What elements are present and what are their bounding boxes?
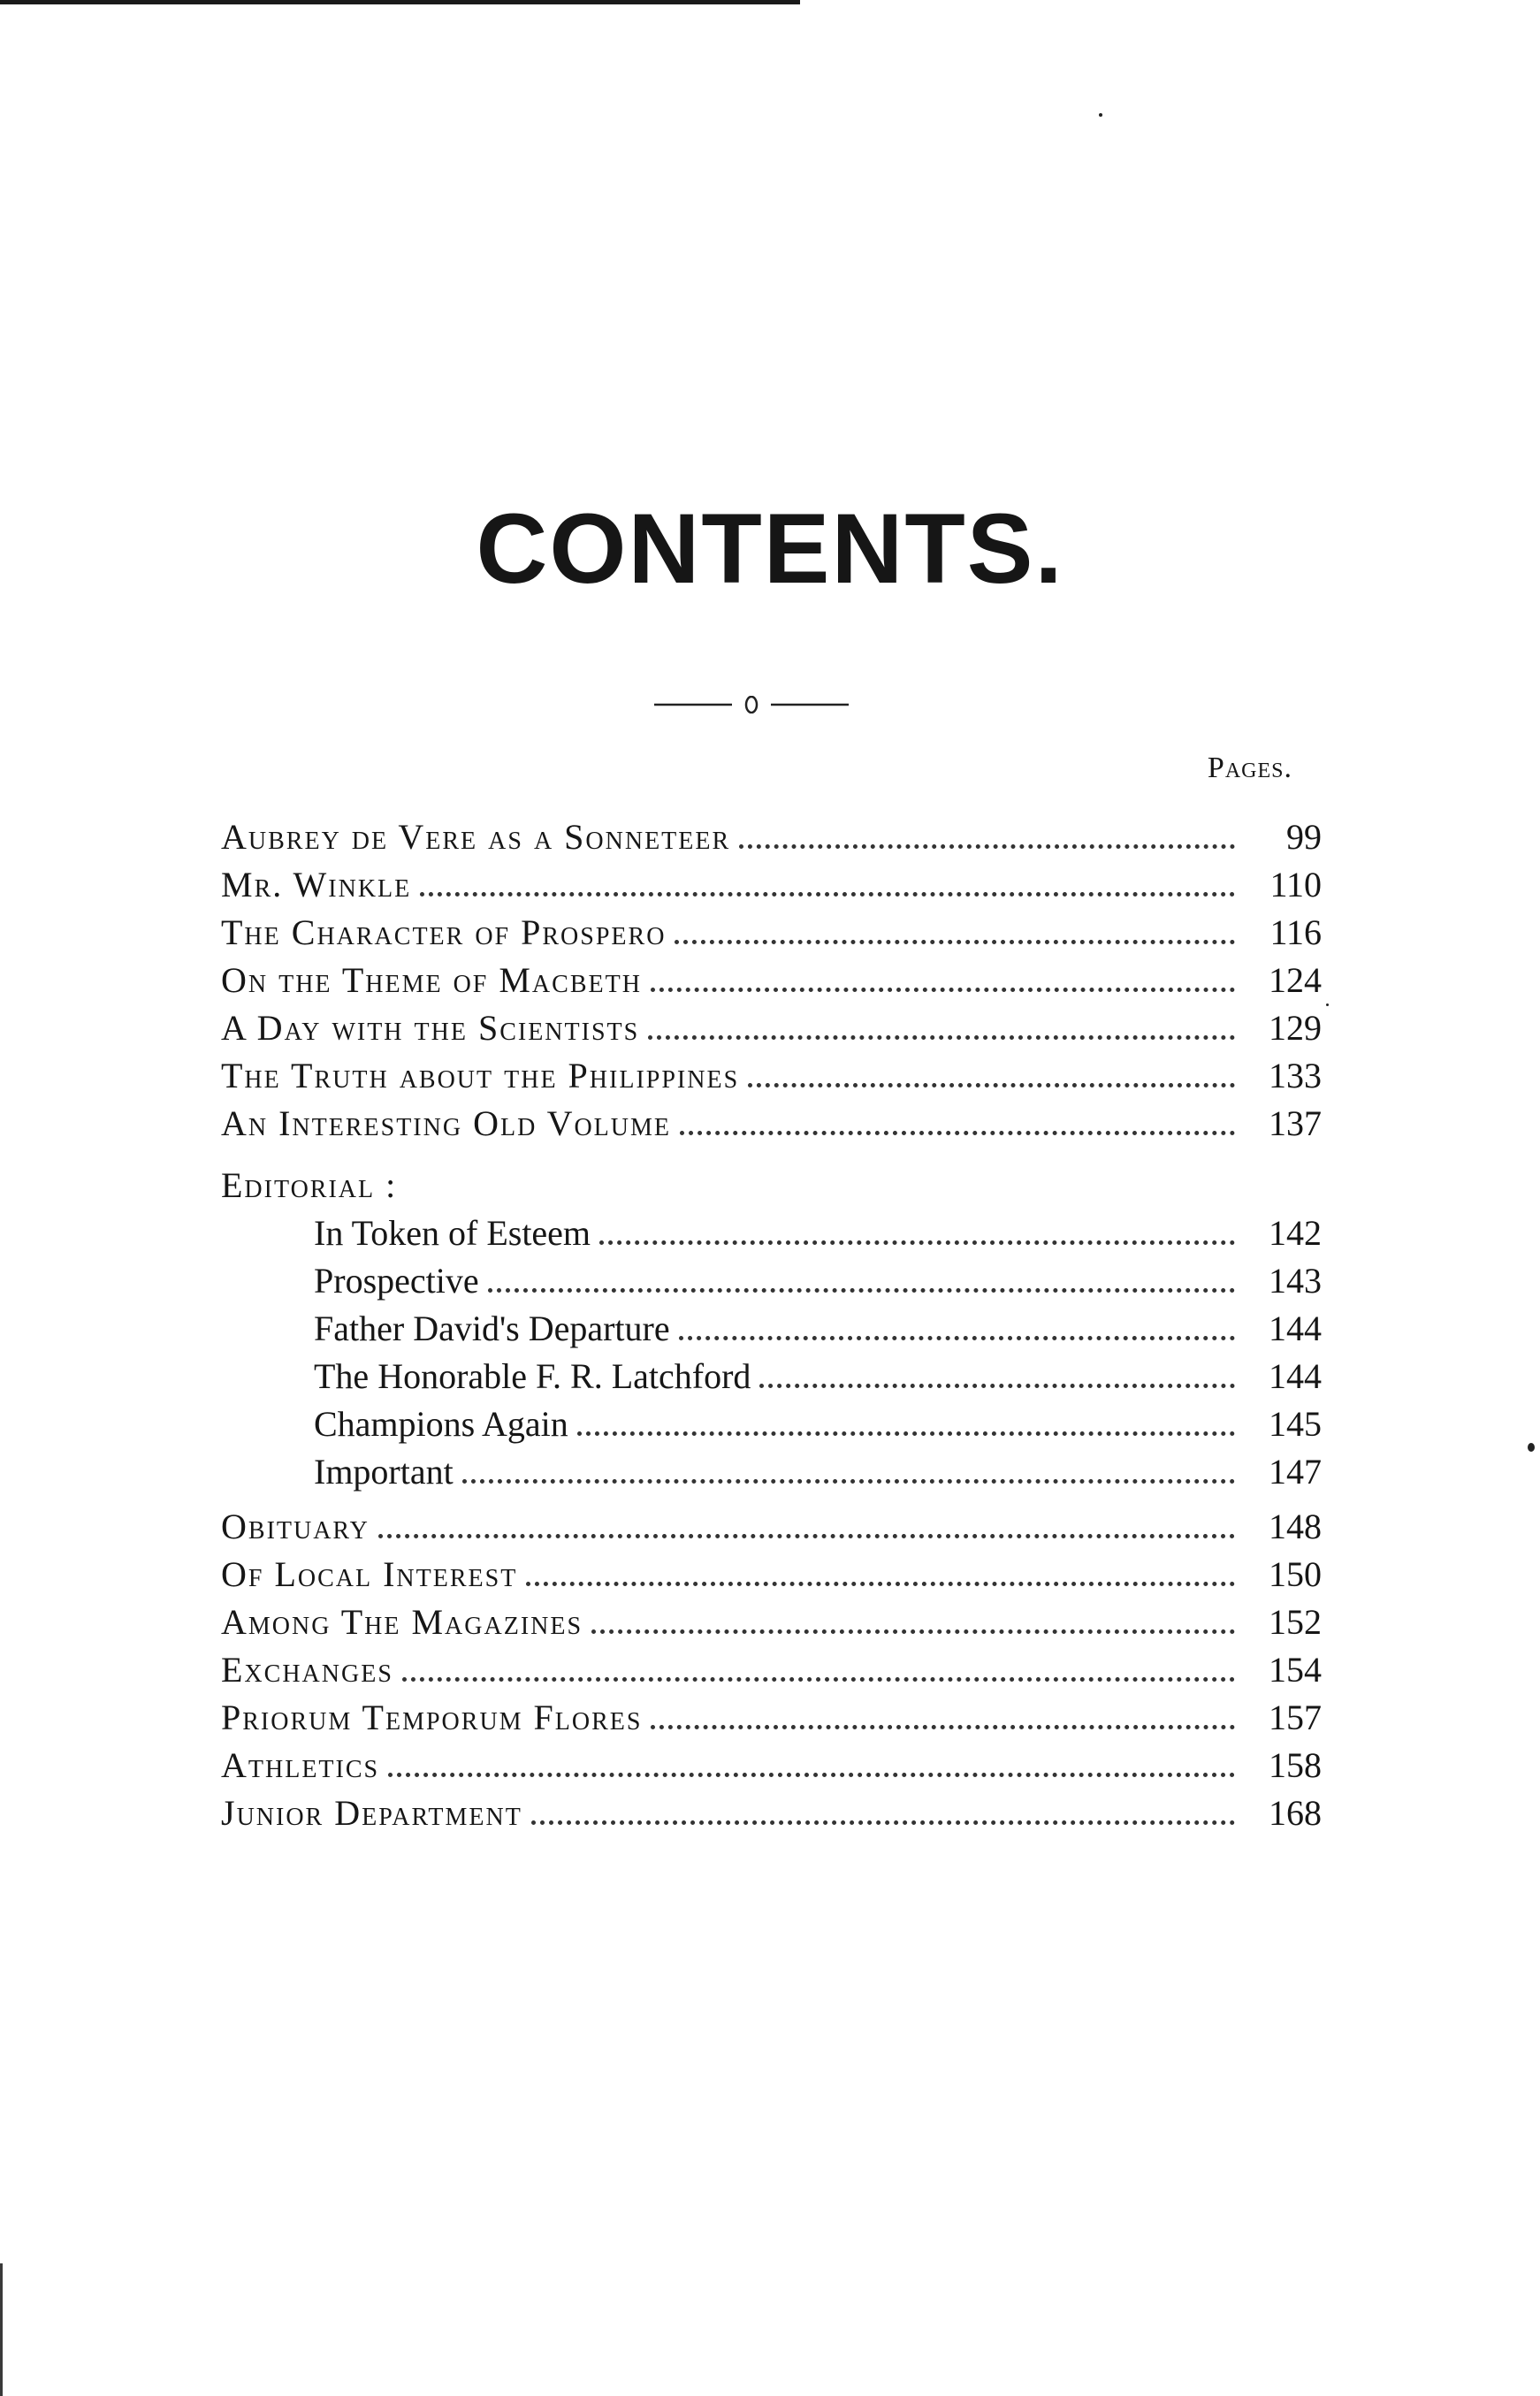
dot-leader xyxy=(531,1820,1235,1825)
toc-entry-page: 157 xyxy=(1269,1698,1322,1737)
editorial-entry xyxy=(221,1400,1322,1448)
toc-entry-page: 168 xyxy=(1269,1793,1322,1833)
section-heading-title: Editorial : xyxy=(221,1165,398,1205)
toc-entry-page: 148 xyxy=(1269,1507,1322,1546)
editorial-heading xyxy=(221,1162,1322,1209)
toc-entry xyxy=(221,1646,1322,1694)
toc-entry-title: The Truth about the Philippines xyxy=(221,1056,740,1095)
dot-leader xyxy=(591,1629,1235,1634)
toc-entry-page: 129 xyxy=(1269,1008,1322,1048)
dot-leader xyxy=(378,1534,1235,1538)
toc-entry-title: A Day with the Scientists xyxy=(221,1008,640,1048)
left-edge-mark xyxy=(0,2263,3,2396)
top-edge-rule xyxy=(0,0,800,4)
dot-leader xyxy=(526,1582,1235,1586)
dot-leader xyxy=(599,1240,1235,1245)
pages-column-heading: Pages. xyxy=(1207,752,1292,784)
toc-entry xyxy=(221,1052,1322,1100)
toc-entry xyxy=(221,1789,1322,1837)
toc-entry-title: Among The Magazines xyxy=(221,1602,583,1642)
toc-entry-title: The Character of Prospero xyxy=(221,912,667,952)
toc-entry xyxy=(221,909,1322,957)
toc-entry-title: In Token of Esteem xyxy=(314,1213,591,1253)
toc-entry xyxy=(221,957,1322,1004)
dot-leader xyxy=(388,1773,1235,1777)
toc-entry-page: 154 xyxy=(1269,1650,1322,1690)
editorial-entry xyxy=(221,1305,1322,1353)
toc-entry-title: Prospective xyxy=(314,1261,479,1301)
toc-entry xyxy=(221,1100,1322,1148)
dot-leader xyxy=(462,1479,1235,1484)
toc-entry-page: 142 xyxy=(1269,1213,1322,1253)
editorial-entry xyxy=(221,1257,1322,1305)
editorial-entry xyxy=(221,1353,1322,1400)
toc-entry-title: Junior Department xyxy=(221,1793,522,1833)
toc-entry xyxy=(221,813,1322,861)
toc-entry-page: 116 xyxy=(1269,912,1322,952)
editorial-entry xyxy=(221,1448,1322,1496)
toc-entry-title: Aubrey de Vere as a Sonneteer xyxy=(221,817,731,857)
toc-entry xyxy=(221,1004,1322,1052)
dot-leader xyxy=(759,1384,1235,1388)
toc-entry xyxy=(221,1503,1322,1551)
dot-leader xyxy=(402,1677,1235,1682)
toc-entry-title: Father David's Departure xyxy=(314,1309,670,1348)
toc-entry-page: 143 xyxy=(1269,1261,1322,1301)
toc-entry xyxy=(221,861,1322,909)
toc-entry-page: 110 xyxy=(1269,865,1322,904)
toc-entry-page: 144 xyxy=(1269,1356,1322,1396)
toc-entry-page: 124 xyxy=(1269,960,1322,1000)
toc-entry-page: 147 xyxy=(1269,1452,1322,1492)
toc-entry-title: Of Local Interest xyxy=(221,1554,518,1594)
toc-entry-page: 152 xyxy=(1269,1602,1322,1642)
toc-entry-title: Exchanges xyxy=(221,1650,393,1690)
toc-entry-title: The Honorable F. R. Latchford xyxy=(314,1356,751,1396)
ink-speck xyxy=(1528,1443,1535,1452)
toc-entry-page: 99 xyxy=(1286,817,1322,857)
toc-entry-title: Priorum Temporum Flores xyxy=(221,1698,643,1737)
toc-entry-title: An Interesting Old Volume xyxy=(221,1103,671,1143)
table-of-contents xyxy=(221,813,1322,1837)
toc-entry xyxy=(221,1551,1322,1599)
toc-entry-page: 144 xyxy=(1269,1309,1322,1348)
toc-entry xyxy=(221,1599,1322,1646)
toc-entry xyxy=(221,1742,1322,1789)
editorial-entry xyxy=(221,1209,1322,1257)
ink-speck xyxy=(1326,1003,1329,1006)
dot-leader xyxy=(577,1431,1235,1436)
dot-leader xyxy=(651,988,1235,992)
dot-leader xyxy=(648,1035,1235,1040)
toc-entry-title: On the Theme of Macbeth xyxy=(221,960,642,1000)
dot-leader xyxy=(675,940,1235,944)
toc-entry-page: 150 xyxy=(1269,1554,1322,1594)
toc-entry-page: 145 xyxy=(1269,1404,1322,1444)
toc-entry-title: Important xyxy=(314,1452,454,1492)
toc-entry-page: 137 xyxy=(1269,1103,1322,1143)
dot-leader xyxy=(651,1725,1235,1729)
dot-leader xyxy=(488,1288,1235,1293)
dot-leader xyxy=(679,1336,1235,1340)
toc-entry xyxy=(221,1694,1322,1742)
toc-entry-page: 133 xyxy=(1269,1056,1322,1095)
toc-entry-title: Champions Again xyxy=(314,1404,568,1444)
dot-leader xyxy=(739,844,1235,849)
dot-leader xyxy=(680,1131,1235,1135)
ink-speck xyxy=(1099,113,1102,117)
toc-entry-title: Obituary xyxy=(221,1507,370,1546)
dot-leader xyxy=(748,1083,1235,1087)
toc-entry-title: Athletics xyxy=(221,1745,380,1785)
page-title: CONTENTS. xyxy=(476,493,1064,604)
dot-leader xyxy=(420,892,1235,897)
toc-entry-page: 158 xyxy=(1269,1745,1322,1785)
title-ornament xyxy=(654,696,849,713)
toc-entry-title: Mr. Winkle xyxy=(221,865,412,904)
